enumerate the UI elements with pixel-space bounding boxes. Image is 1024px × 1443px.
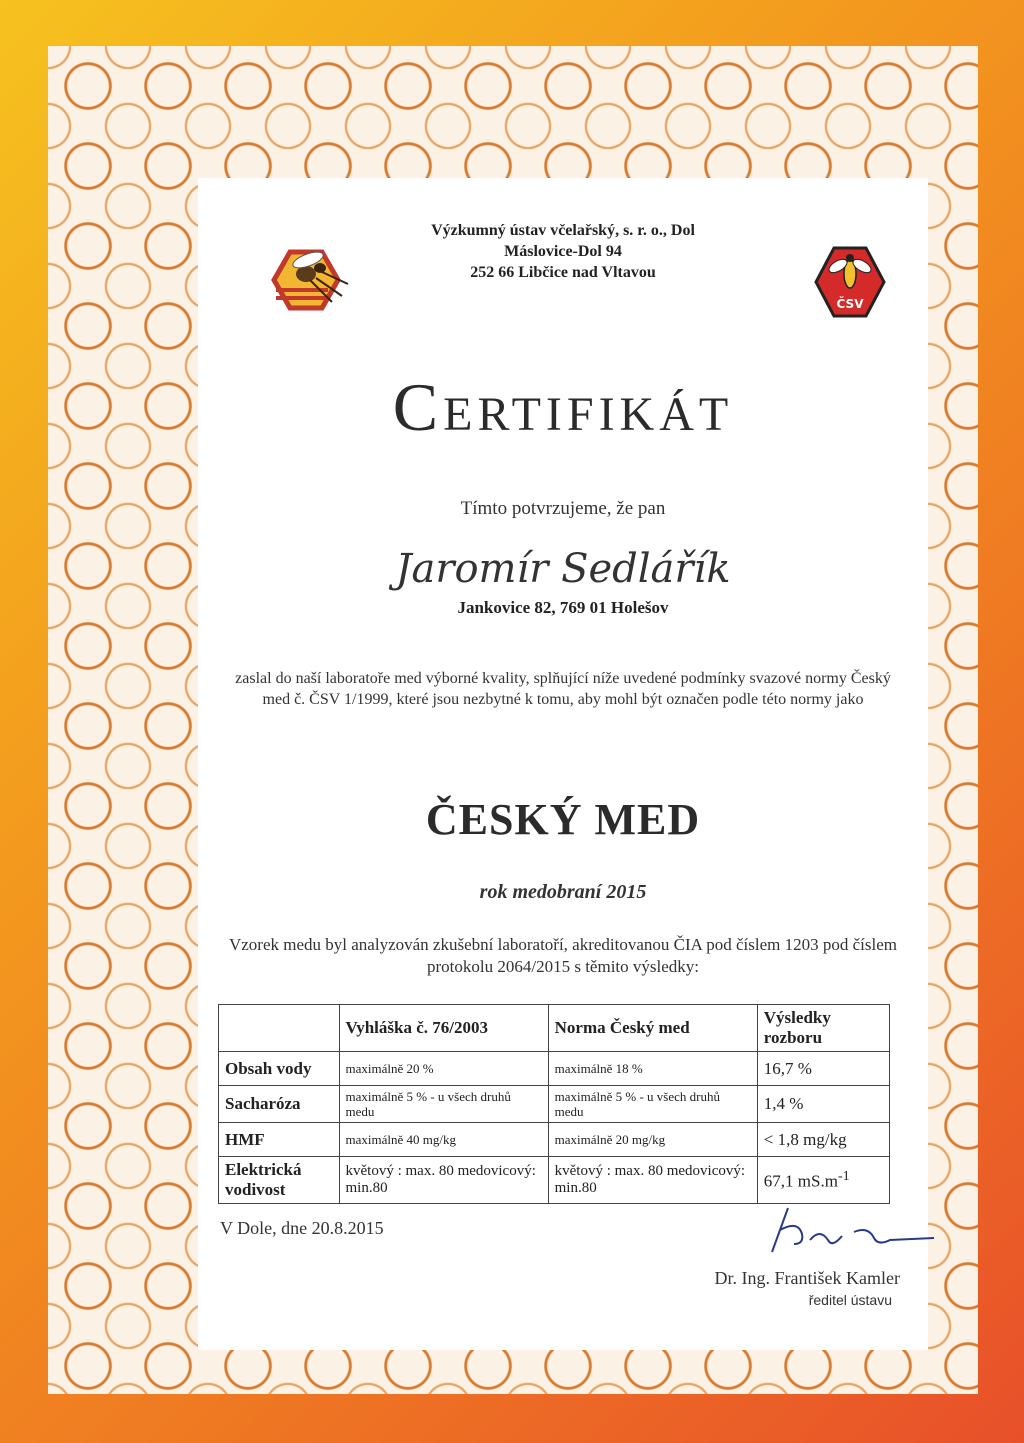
result-cell: 16,7 % bbox=[757, 1052, 889, 1086]
table-header-row bbox=[219, 1005, 890, 1052]
vyhlaska-cell: květový : max. 80 medovicový: min.80 bbox=[339, 1157, 548, 1204]
institute-street: Máslovice-Dol 94 bbox=[504, 243, 622, 260]
table-row bbox=[219, 1086, 890, 1123]
norma-cell: maximálně 18 % bbox=[548, 1052, 757, 1086]
vyhlaska-cell: maximálně 20 % bbox=[339, 1052, 548, 1086]
product-name: ČESKÝ MED bbox=[425, 795, 701, 844]
norma-cell: květový : max. 80 medovicový: min.80 bbox=[548, 1157, 757, 1204]
confirm-text: Tímto potvrzujeme, že pan bbox=[460, 498, 666, 519]
result-cell: < 1,8 mg/kg bbox=[757, 1123, 889, 1157]
place-date: V Dole, dne 20.8.2015 bbox=[220, 1218, 384, 1238]
table-header-cell: Norma Český med bbox=[548, 1005, 757, 1052]
csv-emblem-text: ČSV bbox=[836, 297, 864, 311]
param-cell: Obsah vody bbox=[219, 1052, 340, 1086]
signature-icon bbox=[758, 1200, 938, 1260]
signer-name: Dr. Ing. František Kamler bbox=[714, 1268, 900, 1288]
table-header-cell: Vyhláška č. 76/2003 bbox=[339, 1005, 548, 1052]
institute-city: 252 66 Libčice nad Vltavou bbox=[470, 264, 656, 281]
results-table bbox=[218, 1004, 890, 1204]
result-exponent: -1 bbox=[837, 1168, 850, 1185]
table-header-cell: Výsledky rozboru bbox=[757, 1005, 889, 1052]
vyhlaska-cell: maximálně 40 mg/kg bbox=[339, 1123, 548, 1157]
param-cell: Elektrická vodivost bbox=[219, 1157, 340, 1204]
result-cell bbox=[757, 1157, 889, 1204]
recipient-name: Jaromír Sedlářík bbox=[395, 546, 731, 592]
table-row bbox=[219, 1123, 890, 1157]
signer-position: ředitel ústavu bbox=[808, 1292, 892, 1308]
norma-cell: maximálně 20 mg/kg bbox=[548, 1123, 757, 1157]
harvest-year: rok medobraní 2015 bbox=[479, 881, 647, 903]
result-cell: 1,4 % bbox=[757, 1086, 889, 1123]
honeycomb-border bbox=[48, 46, 978, 1394]
recipient-address: Jankovice 82, 769 01 Holešov bbox=[457, 598, 669, 617]
param-cell: Sacharóza bbox=[219, 1086, 340, 1123]
certificate-title: Certifikát bbox=[392, 369, 734, 445]
certificate-paper bbox=[198, 178, 928, 1350]
table-row bbox=[219, 1052, 890, 1086]
table-row bbox=[219, 1157, 890, 1204]
table-header-cell bbox=[219, 1005, 340, 1052]
analysis-text: Vzorek medu byl analyzován zkušební laboratoří, akreditovanou ČIA pod číslem 1203 pod číslem protokolu 2064/2015 s těmito výsledky: bbox=[228, 935, 898, 976]
result-value: 67,1 mS.m bbox=[763, 1171, 838, 1191]
csv-bee-emblem-icon bbox=[810, 242, 890, 332]
param-cell: HMF bbox=[219, 1123, 340, 1157]
institute-name: Výzkumný ústav včelařský, s. r. o., Dol bbox=[431, 222, 695, 239]
certificate-body-text: zaslal do naší laboratoře med výborné kvality, splňující níže uvedené podmínky svazové normy Český med č. ČSV 1/1999, které jsou nezbytné k tomu, aby mohl být označen podle této normy jako bbox=[235, 670, 891, 708]
vyhlaska-cell: maximálně 5 % - u všech druhů medu bbox=[339, 1086, 548, 1123]
norma-cell: maximálně 5 % - u všech druhů medu bbox=[548, 1086, 757, 1123]
